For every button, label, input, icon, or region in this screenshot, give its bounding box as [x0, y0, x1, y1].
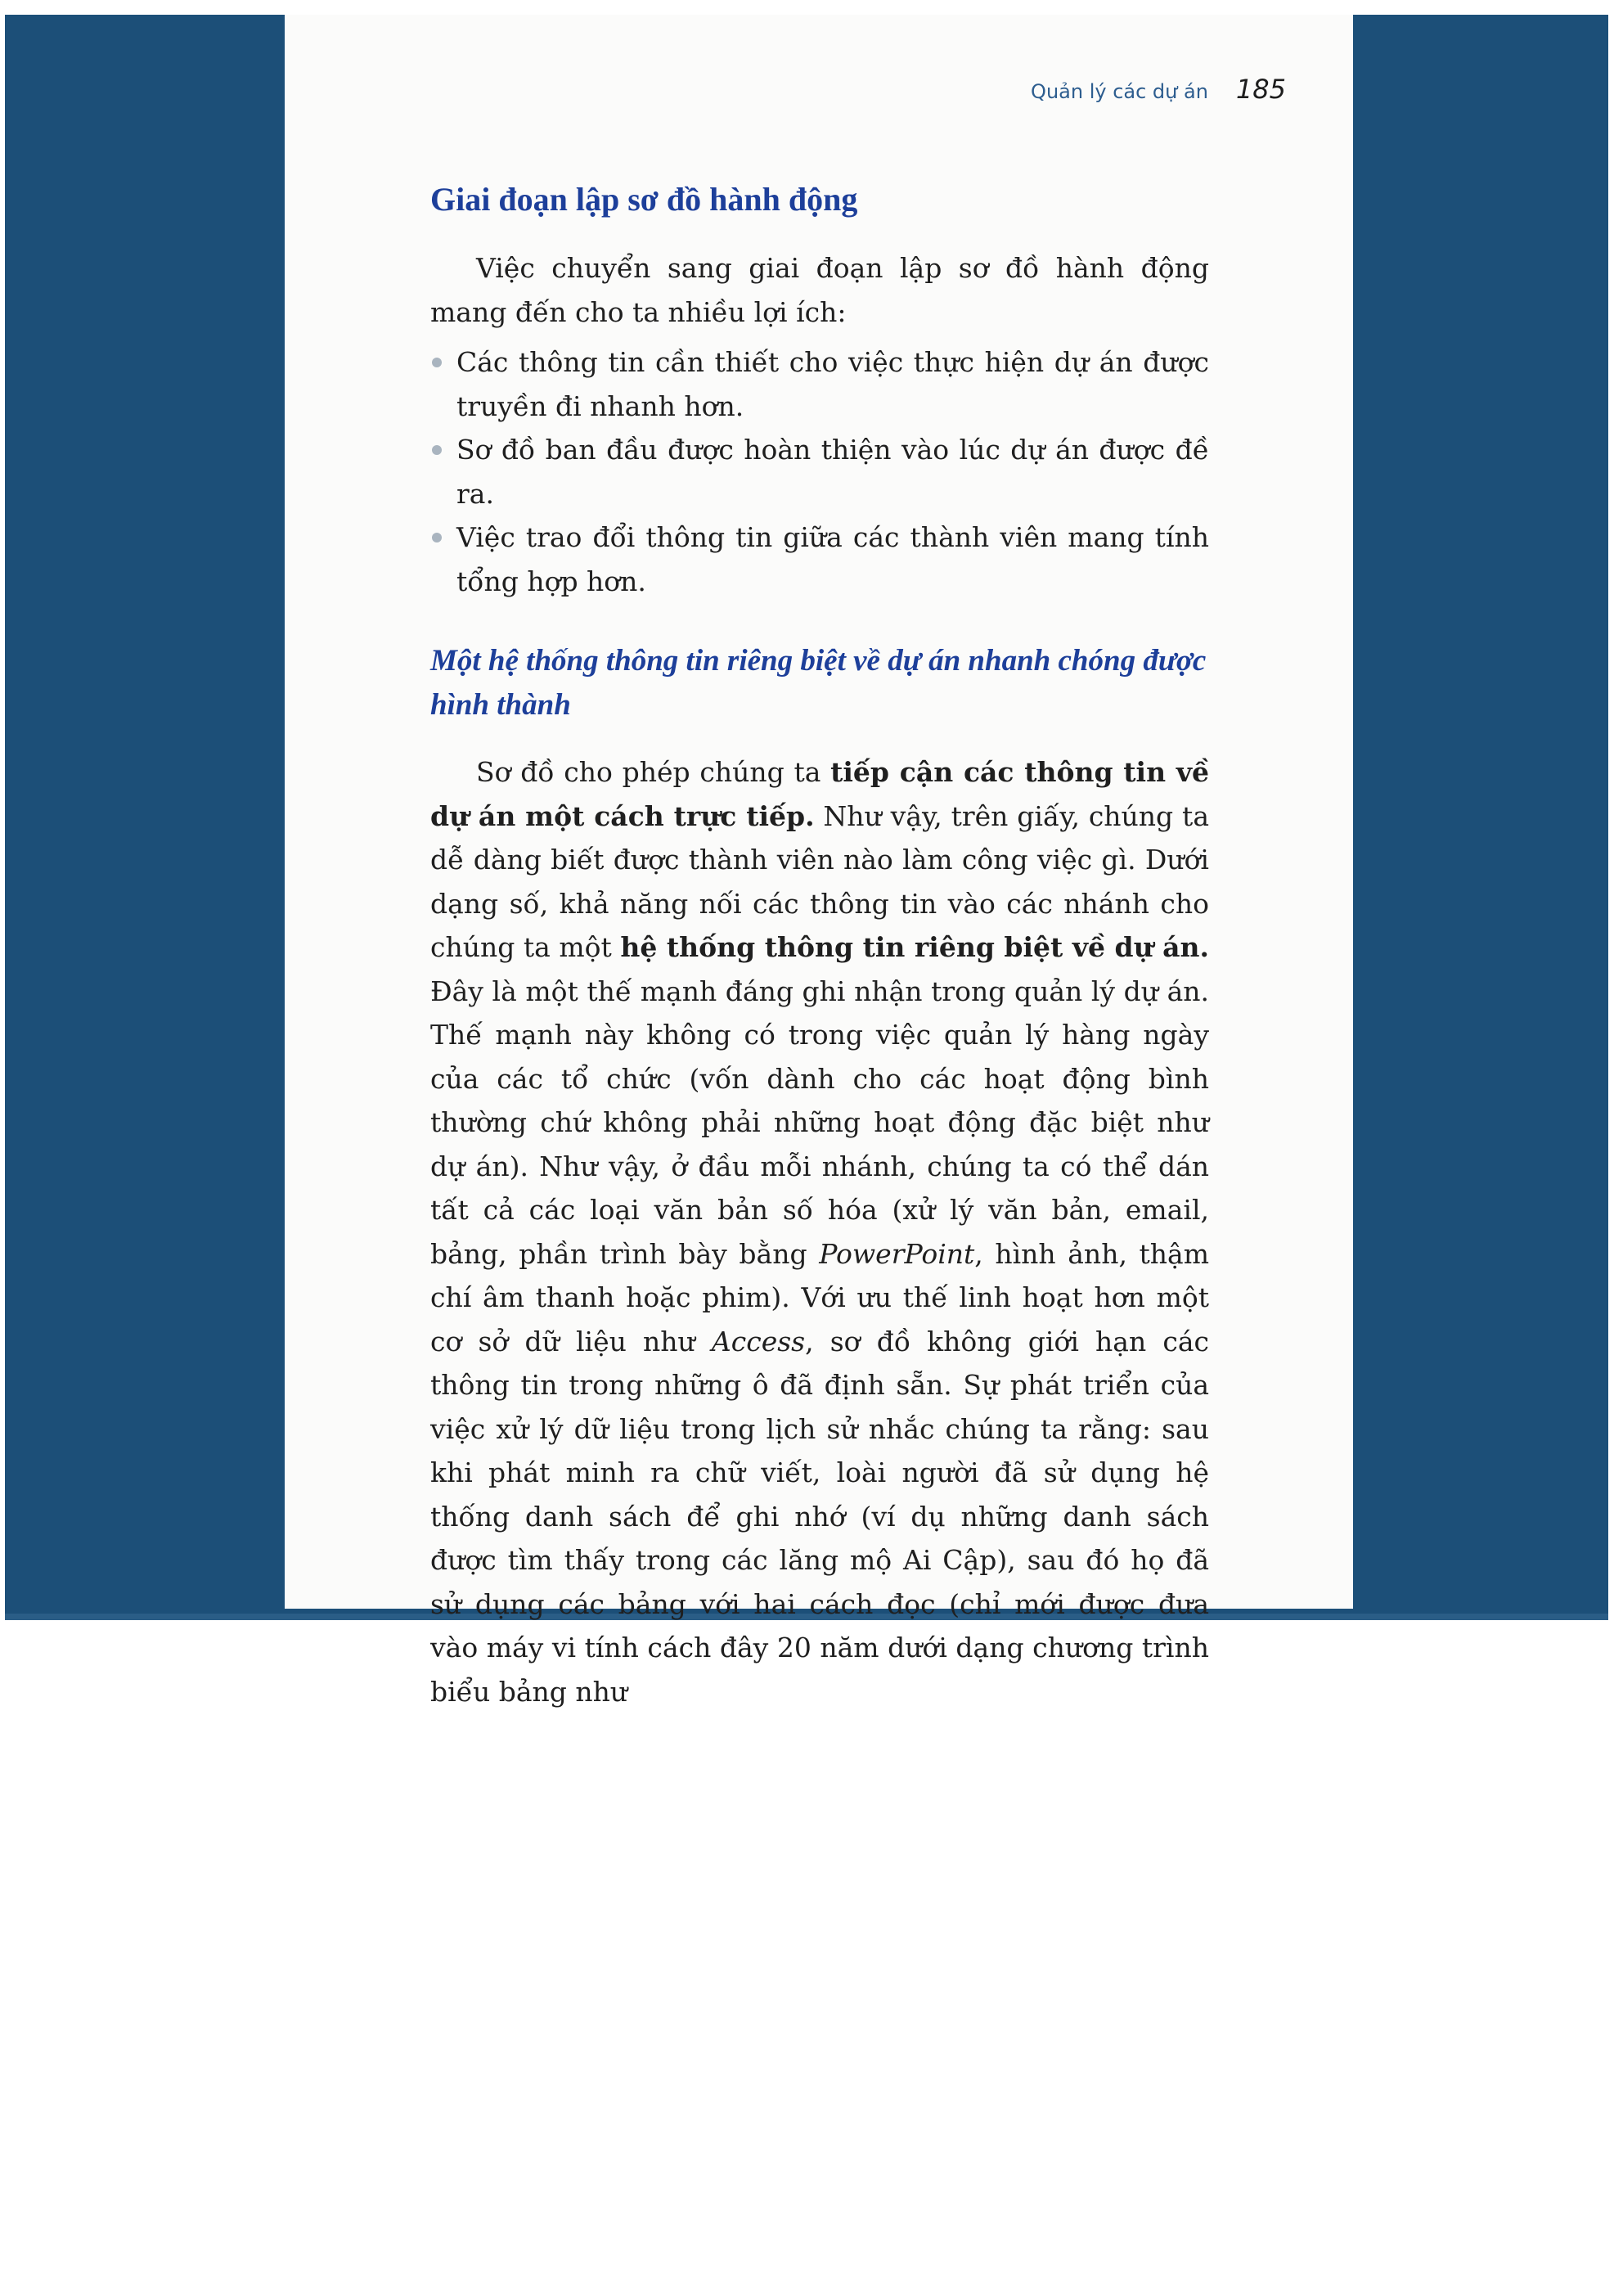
benefits-list [430, 340, 1209, 603]
list-item-text: Các thông tin cần thiết cho việc thực hiện dự án được truyền đi nhanh hơn. [456, 346, 1209, 422]
text-run: Như vậy, trên giấy, chúng ta dễ dàng biết được thành viên nào làm công việc gì. Dưới dạng số, khả năng nối các thông tin vào các nhánh cho chúng ta một [430, 799, 1209, 963]
text-run: Đây là một thế mạnh đáng ghi nhận trong quản lý dự án. Thế mạnh này không có trong việc quản lý hàng ngày của các tổ chức (vốn dành cho các hoạt động bình thường chứ không phải những hoạt động đặc biệt như dự án). Như vậy, ở đầu mỗi nhánh, chúng ta có thể dán tất cả các loại văn bản số hóa (xử lý văn bản, email, bảng, phần trình bày bằng [430, 975, 1209, 1270]
italic-text-run: Access [711, 1325, 806, 1357]
italic-text-run: PowerPoint [819, 1237, 975, 1270]
running-head [1031, 74, 1286, 105]
section-heading: Giai đoạn lập sơ đồ hành động [430, 181, 858, 218]
list-item [430, 428, 1209, 515]
text-run: , hình ảnh, thậm chí âm thanh hoặc phim). Với ưu thế linh hoạt hơn một cơ sở dữ liệu như [430, 1237, 1209, 1357]
bold-text-run: tiếp cận các thông tin về dự án một cách trực tiếp. [430, 756, 1209, 832]
list-item [430, 340, 1209, 428]
text-run: , sơ đồ không giới hạn các thông tin trong những ô đã định sẵn. Sự phát triển của việc xử lý dữ liệu trong lịch sử nhắc chúng ta rằng: sau khi phát minh ra chữ viết, loài người đã sử dụng hệ thống danh sách để ghi nhớ (ví dụ những danh sách được tìm thấy trong các lăng mộ Ai Cập), sau đó họ đã sử dụng các bảng với hai cách đọc (chỉ mới được đưa vào máy vi tính cách đây 20 năm dưới dạng chương trình biểu bảng như [430, 1325, 1209, 1708]
bold-text-run: hệ thống thông tin riêng biệt về dự án. [620, 931, 1210, 963]
bullet-icon [432, 358, 442, 367]
bullet-icon [432, 445, 442, 455]
book-page [285, 15, 1353, 1708]
text-run: Sơ đồ cho phép chúng ta [476, 756, 831, 788]
intro-paragraph: Việc chuyển sang giai đoạn lập sơ đồ hành động mang đến cho ta nhiều lợi ích: [430, 252, 1209, 328]
subsection-heading: Một hệ thống thông tin riêng biệt về dự án nhanh chóng được hình thành [430, 644, 1207, 722]
page-content [430, 162, 1209, 1713]
page-number: 185 [1235, 74, 1286, 105]
list-item-text: Sơ đồ ban đầu được hoàn thiện vào lúc dự án được đề ra. [456, 434, 1209, 510]
body-paragraph [430, 750, 1209, 1713]
bullet-icon [432, 533, 442, 542]
running-head-title: Quản lý các dự án [1031, 80, 1208, 103]
list-item-text: Việc trao đổi thông tin giữa các thành viên mang tính tổng hợp hơn. [456, 521, 1209, 597]
list-item [430, 515, 1209, 603]
